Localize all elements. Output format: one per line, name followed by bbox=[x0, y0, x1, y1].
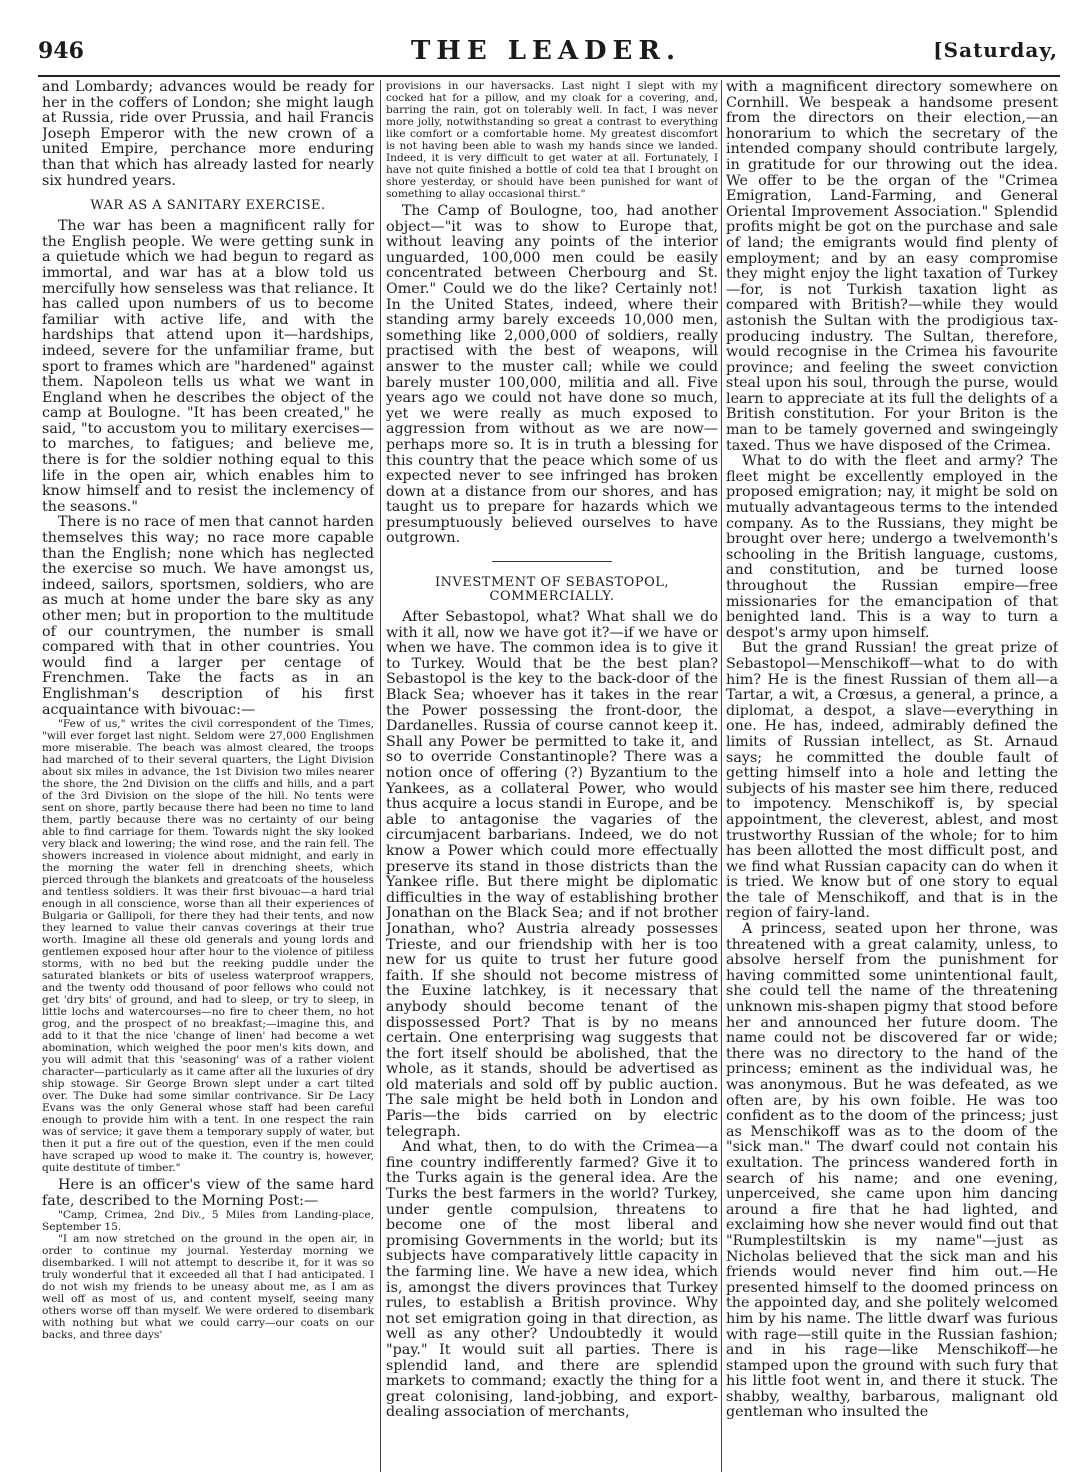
issue-day: [Saturday, bbox=[933, 38, 1058, 62]
dateline: "Camp, Crimea, 2nd Div., 5 Miles from Landing-place, September 15. bbox=[42, 1209, 374, 1234]
paragraph: But the grand Russian! the great prize of Sebastopol—Menschikoff—what to do with him? He is the finest Russian of them all—a Tartar, a wit, a Crœsus, a general, a prince, a diplomat, a despot, a slave—everything in one. He has, indeed, admirably defined the limits of Russian intellect, as St. Arnaud says; he committed the double fault of getting himself into a hole and letting the subjects of his master see him there, reduced to impotency. Menschikoff is, by special appointment, the cleverest, ablest, and most trustworthy Russian of the whole; for to him has been allotted the most difficult post, and we find what Russian capacity can do when it is tried. We know but of one story to equal the tale of Menschikoff, and that is in the region of fairy-land. bbox=[726, 640, 1058, 922]
column-divider bbox=[721, 80, 722, 1472]
paragraph: A princess, seated upon her throne, was threatened with a great calamity, unless, to absolve herself from the punishment for having committed some unintentional fault, she could tell the name of the threatening unknown mis-shapen pigmy that stood before her and announced her future doom. The name could not be discovered far or wide; there was no directory to the hand of the princess; eminent as the individual was, he was anonymous. But he was defeated, as we often are, by his own foible. He was too confident as to the doom of the princess; just as Menschikoff was as to the doom of the "sick man." The dwarf could not contain his exultation. The princess wandered forth in search of his name; and one evening, unperceived, she came upon him dancing around a fire that he had lighted, and exclaiming how she never would find out that "Rumplestiltskin is my name"—just as Nicholas believed that the sick man and his friends would never find him out.—He presented himself to the doomed princess on the appointed day, and she politely welcomed him by his name. The little dwarf was furious with rage—still quite in the Russian fashion; and in his rage—like Menschikoff—he stamped upon the ground with such fury that his little foot went in, and there it stuck. The shabby, wealthy, barbarous, malignant old gentleman who insulted the bbox=[726, 921, 1058, 1421]
paragraph: The war has been a magnificent rally for the English people. We were getting sunk in a quietude which we had begun to regard as immortal, and war has at a blow told us mercifully how senseless was that reliance. It has called upon numbers of us to become familiar with active life, and with the hardships that attend upon it—hardships, indeed, severe for the unfamiliar frame, but sport to frames which are "hardened" against them. Napoleon tells us what we want in England when he describes the object of the camp at Boulogne. "It has been created," he said, "to accustom you to military exercises—to marches, to fatigues; and believe me, there is for the soldier nothing equal to this life in the open air, which enables him to know himself and to resist the inclemency of the seasons." bbox=[42, 218, 374, 515]
masthead-title: THE LEADER. bbox=[410, 36, 682, 66]
header-rule bbox=[38, 75, 1060, 77]
paragraph: There is no race of men that cannot harden themselves this way; no race more capable than the English; none which has neglected the exercise so much. We have amongst us, indeed, sailors, sportsmen, soldiers, who are as much at home under the bare sky as any other men; but in proportion to the multitude of our countrymen, the number is small compared with that in other countries. You would find a larger per centage of Frenchmen. Take the facts as in an Englishman's description of his first acquaintance with bivouac:— bbox=[42, 514, 374, 718]
article-heading-war: WAR AS A SANITARY EXERCISE. bbox=[90, 198, 326, 214]
section-separator bbox=[492, 561, 612, 562]
quotation-times: "Few of us," writes the civil correspondent of the Times, "will ever forget last night. Seldom were 27,000 Englishmen more miserable. The beach was almost cleared, the troops had marched of to their several quarters, the Light Division about six miles in advance, the 1st Division two miles nearer the shore, the 2nd Division on the cliffs and hills, and a part of the 3rd Division on the slope of the hill. No tents were sent on shore, partly because there had been no time to land them, partly because there was no certainty of our being able to find carriage for them. Towards night the sky looked very black and lowering; the wind rose, and the rain fell. The showers increased in violence about midnight, and early in the morning the water fell in drenching sheets, which pierced through the blankets and greatcoats of the houseless and tentless soldiers. It was their first bivouac—a hard trial enough in all conscience, worse than all their experiences of Bulgaria or Gallipoli, for there they had their tents, and now they learned to value their canvas coverings at their true worth. Imagine all these old generals and young lords and gentlemen exposed hour after hour to the violence of pitiless storms, with no bed but the reeking puddle under the saturated blankets or bits of useless waterproof wrappers, and the twenty odd thousand of poor fellows who could not get 'dry bits' of ground, and had to sleep, or try to sleep, in little lochs and watercourses—no fire to cheer them, no hot grog, and the prospect of no breakfast;—imagine this, and add to it that the nice 'change of linen' had become a wet abomination, which weighed the poor men's kits down, and you will admit that this 'seasoning' was of a rather violent character—particularly as it came after all the luxuries of dry ship stowage. Sir George Brown slept under a cart tilted over. The Duke had some similar contrivance. Sir De Lacy Evans was the only General whose staff had been careful enough to provide him with a tent. In one respect the rain was of service; it gave them a temporary supply of water, but then it put a fire out of the question, even if the men could have scraped up wood to make it. The country is, however, quite destitute of timber." bbox=[42, 718, 374, 1175]
article-heading-investment: INVESTMENT OF SEBASTOPOL, COMMERCIALLY. bbox=[435, 575, 669, 605]
column-3 bbox=[726, 80, 1058, 1472]
article-continuation: and Lombardy; advances would be ready for her in the coffers of London; she might laugh at Russia, ride over Prussia, and hail Francis Joseph Emperor with the new crown of a united Empire, perchance more enduring than that which has already lasted for nearly six hundred years. bbox=[42, 80, 374, 189]
column-2 bbox=[386, 80, 718, 1472]
quotation-officer: "I am now stretched on the ground in the open air, in order to continue my journal. Yesterday morning we disembarked. I will not attempt to describe it, for it was so truly wonderful that it exceeded all that I had anticipated. I do not wish my friends to be uneasy about me, as I am as well off as most of us, and content myself, seeing many others worse off than myself. We were ordered to disembark with nothing but what we could carry—our coats on our backs, and three days' bbox=[42, 1233, 374, 1342]
column-1 bbox=[42, 80, 374, 1472]
paragraph: After Sebastopol, what? What shall we do with it all, now we have got it?—if we have or when we have. The common idea is to give it to Turkey. Would that be the best plan? Sebastopol is the key to the back-door of the Black Sea; whoever has it takes in the rear the Power possessing the front-door, the Dardanelles. Russia of course cannot keep it. Shall any Power be permitted to take it, and so to override Constantinople? There was a notion once of offering (?) Byzantium to the Yankees, as a collateral Power, who would thus acquire a locus standi in Europe, and be able to antagonise the vagaries of the circumjacent barbarians. Indeed, we do not know a Power which could more effectually preserve its stand in those districts than the Yankee rifle. But there might be diplomatic difficulties in the way of establishing brother Jonathan on the Black Sea; and if not brother Jonathan, who? Austria already possesses Trieste, and our friendship with her is too new for us quite to trust her future good faith. If she should not become mistress of the Euxine latchkey, is it necessary that anybody should become tenant of the dispossessed Port? That is by no means certain. One enterprising wag suggests that the fort itself should be abolished, that the whole, as it stands, should be advertised as old materials and sold off by public auction. The sale might be held both in London and Paris—the bids carried on by electric telegraph. bbox=[386, 609, 718, 1140]
quotation-continuation: provisions in our haversacks. Last night I slept with my cocked hat for a pillow, and my cloak for a covering, and, barring the rain, got on tolerably well. In fact, I was never more jolly, notwithstanding so great a contrast to everything like comfort or a comfortable home. My greatest discomfort is not having been able to wash my hands since we landed. Indeed, it is very difficult to get water at all. Fortunately, I have not quite finished a bottle of cold tea that I brought on shore yesterday, or should have been punished for want of something to allay occasional thirst." bbox=[386, 80, 718, 200]
page-header bbox=[34, 34, 1058, 74]
paragraph: And what, then, to do with the Crimea—a fine country indifferently farmed? Give it to the Turks again is the general idea. Are the Turks the best farmers in the world? Turkey, under gentle compulsion, threatens to become one of the most liberal and promising Governments in the world; but its subjects have comparatively little capacity in the farming line. We have a new idea, which is, amongst the divers provinces that Turkey rules, to establish a British province. Why not set emigration going in that direction, as well as any other? Undoubtedly it would "pay." It would suit all parties. There is splendid land, and there are splendid markets to command; exactly the thing for a great colonising, land-jobbing, and export-dealing association of merchants, bbox=[386, 1139, 718, 1421]
page-number: 946 bbox=[38, 38, 84, 64]
paragraph: What to do with the fleet and army? The fleet might be excellently employed in the proposed emigration; nay, it might be sold on mutually advantageous terms to the intended company. As to the Russians, they might be brought over here; undergo a twelvemonth's schooling in the British language, customs, and constitution, and be turned loose throughout the Russian empire—free missionaries for the emancipation of that benighted land. This is a way to turn a despot's army upon himself. bbox=[726, 453, 1058, 641]
column-divider bbox=[380, 80, 381, 1472]
paragraph: with a magnificent directory somewhere on Cornhill. We bespeak a handsome present from the directors on their election,—an honorarium to which the secretary of the intended company should contribute largely, in gratitude for our throwing out the idea. We offer to be the organ of the "Crimea Emigration, Land-Farming, and General Oriental Improvement Association." Splendid profits might be got on the purchase and sale of land; the emigrants would find plenty of employment; and by an easy compromise they might enjoy the light taxation of Turkey—for, is not Turkish taxation light as compared with British?—while they would astonish the Sultan with the prodigious tax-producing industry. The Sultan, therefore, would recognise in the Crimea his favourite province; and feeling the sweet conviction steal upon his soul, through the purse, would learn to appreciate at its full the delights of a British constitution. For your Briton is the man to be tamely governed and swingeingly taxed. Thus we have disposed of the Crimea. bbox=[726, 80, 1058, 454]
paragraph: The Camp of Boulogne, too, had another object—"it was to show to Europe that, without leaving any points of the interior unguarded, 100,000 men could be easily concentrated between Cherbourg and St. Omer." Could we do the like? Certainly not! In the United States, indeed, where their standing army barely exceeds 10,000 men, something like 2,000,000 of soldiers, really practised with the best of weapons, will answer to the muster call; while we could barely muster 100,000, militia and all. Five years ago we could not have done so much, yet we were really as much exposed to aggression from without as we are now—perhaps more so. It is in truth a blessing for this country that the peace which some of us expected never to see infringed has broken down at a distance from our shores, and has taught us to prepare for hazards which we presumptuously believed ourselves to have outgrown. bbox=[386, 203, 718, 547]
paragraph: Here is an officer's view of the same hard fate, described to the Morning Post:— bbox=[42, 1177, 374, 1209]
